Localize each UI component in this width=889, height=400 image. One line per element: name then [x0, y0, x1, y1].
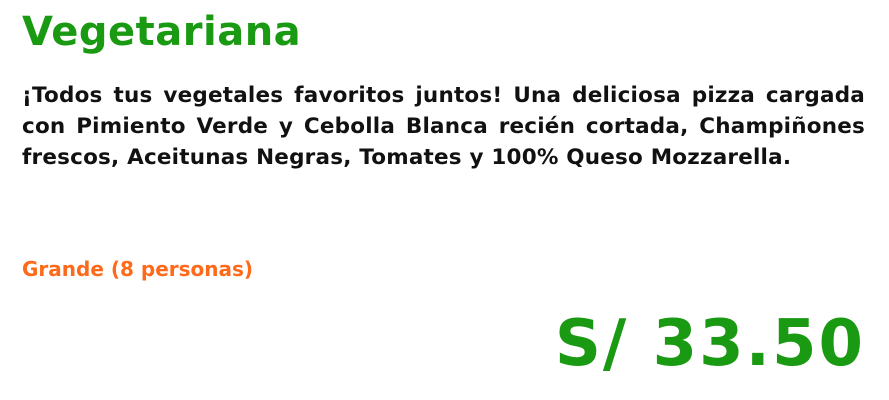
product-card [22, 0, 865, 400]
product-title: Vegetariana [22, 9, 302, 55]
product-price: S/ 33.50 [554, 307, 865, 381]
product-size-label: Grande (8 personas) [22, 257, 254, 281]
product-description: ¡Todos tus vegetales favoritos juntos! Una deliciosa pizza cargada con Pimiento Verde y Cebolla Blanca recién cortada, Champiñones frescos, Aceitunas Negras, Tomates y 100% Queso Mozzarella. [22, 83, 865, 170]
